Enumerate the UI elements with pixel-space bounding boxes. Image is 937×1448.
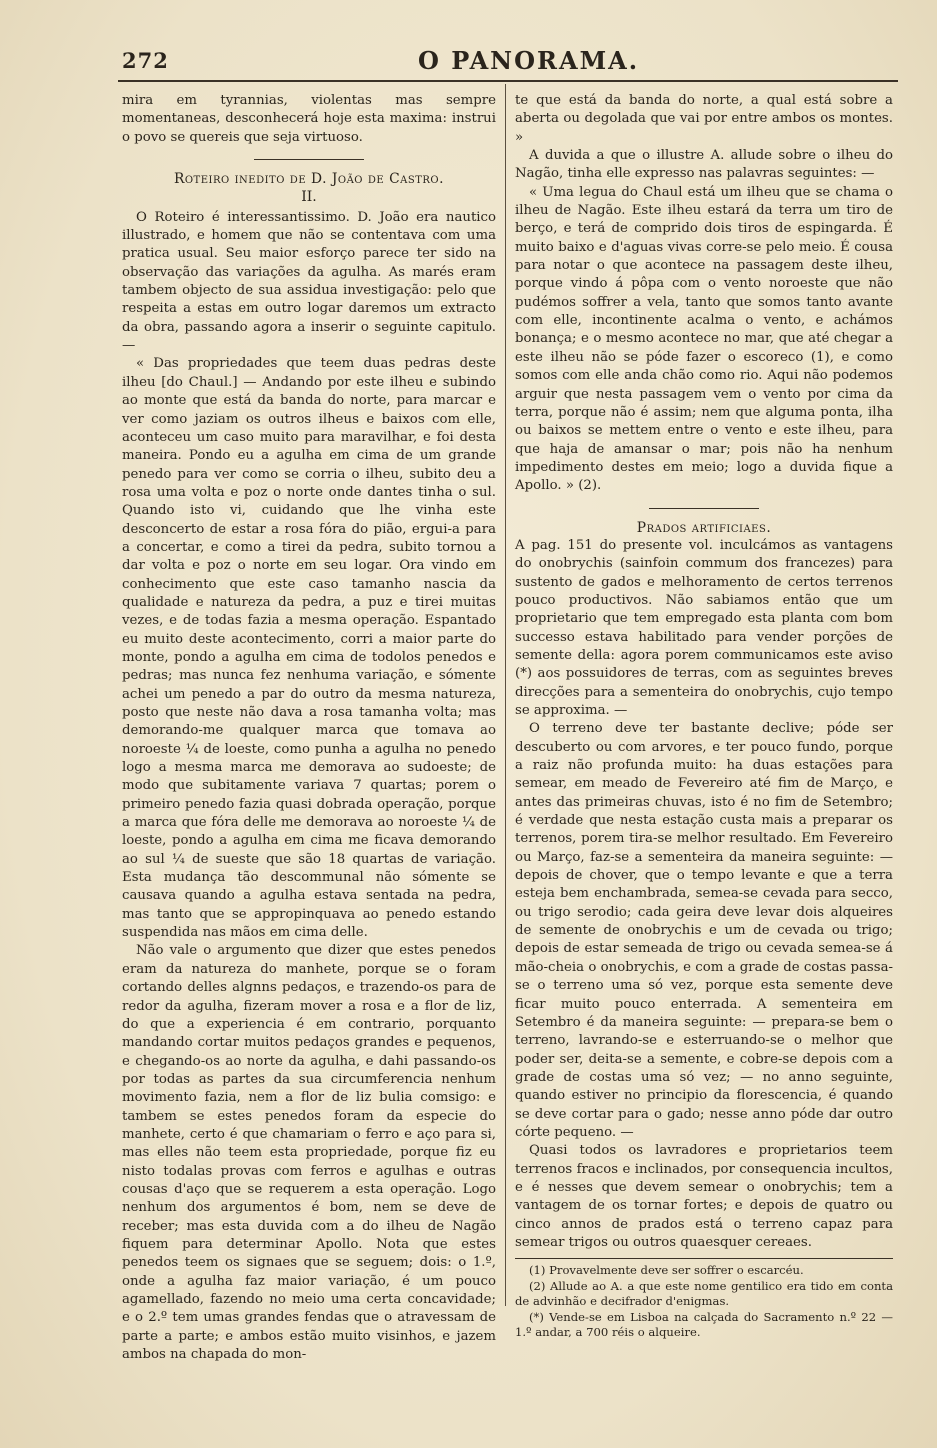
section-rule bbox=[254, 159, 364, 160]
paragraph: O Roteiro é interessantissimo. D. João era nautico illustrado, e homem que não se contentava com uma pratica usual. Seu maior esforço parece ter sido na observação das variações da agulha. As marés eram tambem objecto de sua assidua investigação: pelo que respeita a estas em outro logar daremos um extracto da obra, passando agora a inserir o seguinte capitulo. — bbox=[122, 209, 496, 354]
paragraph: A pag. 151 do presente vol. inculcámos as vantagens do onobrychis (sainfoin commum dos francezes) para sustento de gados e melhoramento de certos terrenos pouco productivos. Não sabiamos então que um proprietario que tem empregado esta planta com bom successo estava habilitado para vender porções de semente della: agora porem communicamos este aviso (*) aos possuidores de terras, com as seguintes breves direcções para a sementeira do onobrychis, cujo tempo se approxima. — bbox=[515, 537, 893, 718]
paragraph: Não vale o argumento que dizer que estes penedos eram da natureza do manhete, porque se o foram cortando delles algnns pedaços, e trazendo-os para de redor da agulha, fizeram mover a rosa e a flor de liz, do que a experiencia é em contrario, porquanto mandando cortar muitos pedaços grandes e pequenos, e chegando-os ao norte da agulha, e dahi passando-os por todas as partes da sua circumferencia nenhum movimento fazia, nem a flor de liz bulia comsigo: e tambem se estes penedos foram da especie do manhete, certo é que chamariam o ferro e aço para si, mas elles não teem esta propriedade, porque fiz eu nisto todalas provas com ferros e agulhas e outras cousas d'aço que se requerem a esta operação. Logo nenhum dos argumentos é bom, nem se deve de receber; mas esta duvida com a do ilheu de Nagão fiquem para determinar Apollo. Nota que estes penedos teem os signaes que se seguem; dois: o 1.º, onde a agulha faz maior variação, é um pouco agamellado, fazendo no meio uma certa concavidade; e o 2.º tem umas grandes fendas que o atravessam de parte a parte; e ambos estão muito visinhos, e jazem ambos na chapada do mon- bbox=[122, 943, 496, 1363]
paragraph: « Das propriedades que teem duas pedras deste ilheu [do Chaul.] — Andando por este ilheu e subindo ao monte que está da banda do norte, para marcar e ver como jaziam os outros ilheus e baixos com elle, aconteceu um caso muito para maravilhar, e foi desta maneira. Pondo eu a agulha em cima de um grande penedo para ver como se corria o ilheu, subito deu a rosa uma volta e poz o norte onde dantes tinha o sul. Quando isto vi, cuidando que lhe vinha este desconcerto de estar a rosa fóra do pião, ergui-a para a concertar, e como a tirei da pedra, subito tornou a dar volta e poz o norte em seu logar. Ora vindo em conhecimento que este caso tamanho nascia da qualidade e natureza da pedra, a puz e tirei muitas vezes, e de todas fazia a mesma operação. Espantado eu muito deste acontecimento, corri a maior parte do monte, pondo a agulha em cima de todolos penedos e pedras; mas nunca fez nenhuma variação, e sómente achei um penedo a par do outro da mesma natureza, posto que neste não dava a rosa tamanha volta; mas demorando-me qualquer marca que tomava ao noroeste ¼ de loeste, como punha a agulha no penedo logo a mesma marca me demorava ao sudoeste; de modo que subitamente variava 7 quartas; porem o primeiro penedo fazia quasi dobrada operação, porque a marca que fóra delle me demorava ao noroeste ¼ de loeste, pondo a agulha em cima me ficava demorando ao sul ¼ de sueste que são 18 quartas de variação. Esta mudança tão descommunal não sómente se causava quando a agulha estava sentada na pedra, mas tanto que se appropinquava ao penedo estando suspendida nas mãos em cima delle. bbox=[122, 356, 496, 941]
footnote: (2) Allude ao A. a que este nome gentilico era tido em conta de advinhão e decifrador d'enigmas. bbox=[515, 1278, 893, 1309]
left-column bbox=[122, 92, 496, 1364]
right-column bbox=[515, 92, 893, 1341]
column-divider bbox=[505, 84, 506, 1306]
paragraph: « Uma legua do Chaul está um ilheu que se chama o ilheu de Nagão. Este ilheu estará da terra um tiro de berço, e terá de comprido dois tiros de espingarda. É muito baixo e d'aguas vivas corre-se pelo meio. É cousa para notar o que acontece na passagem deste ilheu, porque vindo á pôpa com o vento noroeste que não pudémos soffrer a vela, tanto que somos tanto avante com elle, incontinente acalma o vento, e achámos bonança; e o mesmo acontece no mar, que até chegar a este ilheu não se póde fazer o escoreco (1), e como somos com elle anda chão como rio. Aqui não podemos arguir que nesta passagem vem o vento por cima da terra, porque não é assim; nem que alguma ponta, ilha ou baixos se mettem entre o vento e este ilheu, para que haja de amansar o mar; pois não ha nenhum impedimento destes em meio; logo a duvida fique a Apollo. » (2). bbox=[515, 184, 893, 494]
section-number: II. bbox=[301, 189, 317, 206]
intro-text: mira em tyrannias, violentas mas sempre momentaneas, desconhecerá hoje esta maxima: instrui o povo se quereis que seja virtuoso. bbox=[122, 93, 496, 145]
running-title: O PANORAMA. bbox=[418, 46, 640, 75]
page-header bbox=[118, 44, 898, 78]
header-rule bbox=[118, 80, 898, 82]
section-rule bbox=[649, 508, 759, 509]
footnote: (*) Vende-se em Lisboa na calçada do Sacramento n.º 22 — 1.º andar, a 700 réis o alqueire. bbox=[515, 1309, 893, 1340]
footnote: (1) Provavelmente deve ser soffrer o escarcéu. bbox=[529, 1263, 804, 1278]
footnote-rule bbox=[515, 1258, 893, 1259]
page-number: 272 bbox=[122, 48, 169, 73]
paragraph: Quasi todos os lavradores e proprietarios teem terrenos fracos e inclinados, por consequencia incultos, e é nesses que devem semear o onobrychis; tem a vantagem de os tornar fortes; e depois de quatro ou cinco annos de prados está o terreno capaz para semear trigos ou outros quaesquer cereaes. bbox=[515, 1143, 893, 1250]
section-title-roteiro: Roteiro inedito de D. João de Castro. bbox=[173, 171, 445, 188]
paragraph: A duvida a que o illustre A. allude sobre o ilheu do Nagão, tinha elle expresso nas palavras seguintes: — bbox=[515, 148, 893, 182]
footnotes bbox=[515, 1263, 893, 1341]
paragraph: O terreno deve ter bastante declive; póde ser descuberto ou com arvores, e ter pouco fundo, porque a raiz não profunda muito: ha duas estações para semear, em meado de Fevereiro até fim de Março, e antes das primeiras chuvas, isto é no fim de Setembro; é verdade que nesta estação custa mais a preparar os terrenos, porem tira-se melhor resultado. Em Fevereiro ou Março, faz-se a sementeira da maneira seguinte: — depois de chover, que o tempo levante e que a terra esteja bem enchambrada, semea-se cevada para secco, ou trigo serodio; cada geira deve levar dois alqueires de semente de onobrychis e um de cevada ou trigo; depois de estar semeada de trigo ou cevada semea-se á mão-cheia o onobrychis, e com a grade de costas passa-se o terreno uma só vez, porque esta semente deve ficar muito pouco enterrada. A sementeira em Setembro é da maneira seguinte: — prepara-se bem o terreno, lavrando-se e esterruando-se o melhor que poder ser, deita-se a semente, e cobre-se depois com a grade de costas uma só vez; — no anno seguinte, quando estiver no principio da florescencia, é quando se deve cortar para o gado; nesse anno póde dar outro córte pequeno. — bbox=[515, 721, 893, 1140]
section-title-prados: Prados artificiaes. bbox=[636, 519, 772, 536]
paragraph: te que está da banda do norte, a qual está sobre a aberta ou degolada que vai por entre ambos os montes. » bbox=[515, 93, 893, 145]
